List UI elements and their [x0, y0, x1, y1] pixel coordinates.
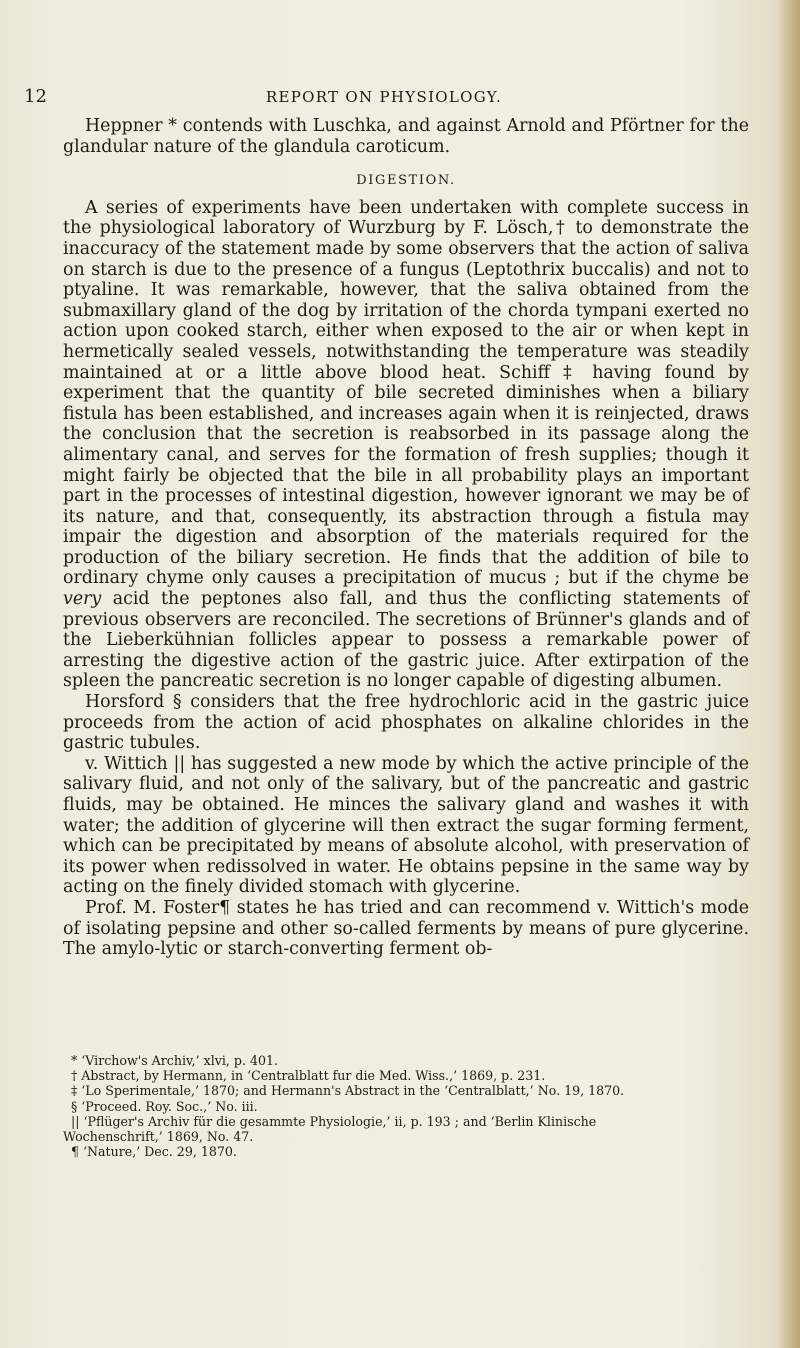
paragraph-text: A series of experiments have been undertaken with complete success in the physiological laboratory of Wurzburg by F. Lösch,† to demonstrate the inaccuracy of the statement made by some observers that the action of saliva on starch is due to the presence of a fungus (Leptothrix buccalis) and not to ptyaline. It was remarkable, however, that the saliva obtained from the submaxillary gland of the dog by irritation of the chorda tympani exerted no action upon cooked starch, either when exposed to the air or when kept in hermetically sealed vessels, notwithstanding the temperature was steadily maintained at or a little above blood heat. Schiff ‡ having found by experiment that the quantity of bile secreted diminishes when a biliary fistula has been established, and increases again when it is reinjected, draws the conclusion that the secretion is reabsorbed in its passage along the alimentary canal, and serves for the formation of fresh supplies; though it might fairly be objected that the bile in all probability plays an important part in the processes of intestinal digestion, however ignorant we may be of its nature, and that, consequently, its abstraction through a fistula may impair the digestion and absorption of the materials required for the production of the biliary secretion. He finds that the addition of bile to ordinary chyme only causes a precipitation of mucus ; but if the chyme be	[63, 197, 749, 589]
footnote-continuation: Wochenschrift,’ 1869, No. 47.	[63, 1129, 254, 1145]
section-title: DIGESTION.	[356, 173, 456, 189]
paragraph-horsford: Horsford § considers that the free hydrochloric acid in the gastric juice proceeds from the action of acid phosphates on alkaline chlorides in the gastric tubules.	[63, 692, 749, 754]
page-header	[24, 86, 744, 108]
footnote: ‡ ‘Lo Sperimentale,’ 1870; and Hermann's Abstract in the ‘Centralblatt,’ No. 19, 1870.	[71, 1083, 625, 1099]
running-title: REPORT ON PHYSIOLOGY.	[265, 88, 503, 106]
paragraph-foster: Prof. M. Foster¶ states he has tried and can recommend v. Wittich's mode of isolating pepsine and other so-called ferments by means of pure glycerine. The amylo-lytic or starch-converting ferment ob-	[63, 897, 749, 960]
intro-paragraph: Heppner * contends with Luschka, and against Arnold and Pförtner for the glandular nature of the glandula caroticum.	[63, 116, 749, 157]
footnote: † Abstract, by Hermann, in ‘Centralblatt fur die Med. Wiss.,’ 1869, p. 231.	[71, 1068, 546, 1084]
page-edge	[778, 0, 800, 1348]
footnotes	[63, 1053, 749, 1159]
page-number: 12	[24, 86, 47, 107]
footnote: * ‘Virchow's Archiv,’ xlvi, p. 401.	[71, 1053, 279, 1068]
paragraph-text-continued: acid the peptones also fall, and thus the conflicting statements of previous observers are reconciled. The secretions of Brünner's glands and of the Lieberkühnian follicles appear to possess a remarkable power of arresting the digestive action of the gastric juice. After extirpation of the spleen the pancreatic secretion is no longer capable of digesting albumen.	[63, 589, 749, 692]
footnote: || ‘Pflüger's Archiv für die gesammte Physiologie,’ ii, p. 193 ; and ‘Berlin Klinische	[71, 1113, 597, 1129]
emphasis-text: very	[63, 589, 102, 610]
paragraph-digestion-experiments	[63, 198, 749, 692]
body-text	[63, 116, 749, 960]
footnote: ¶ ‘Nature,’ Dec. 29, 1870.	[71, 1144, 237, 1160]
paragraph-wittich: v. Wittich || has suggested a new mode by which the active principle of the salivary fluid, and not only of the salivary, but of the pancreatic and gastric fluids, may be obtained. He minces the salivary gland and washes it with water; the addition of glycerine will then extract the sugar forming ferment, which can be precipitated by means of absolute alcohol, with preservation of its power when redissolved in water. He obtains pepsine in the same way by acting on the finely divided stomach with glycerine.	[63, 753, 749, 898]
footnote: § ‘Proceed. Roy. Soc.,’ No. iii.	[71, 1098, 258, 1114]
